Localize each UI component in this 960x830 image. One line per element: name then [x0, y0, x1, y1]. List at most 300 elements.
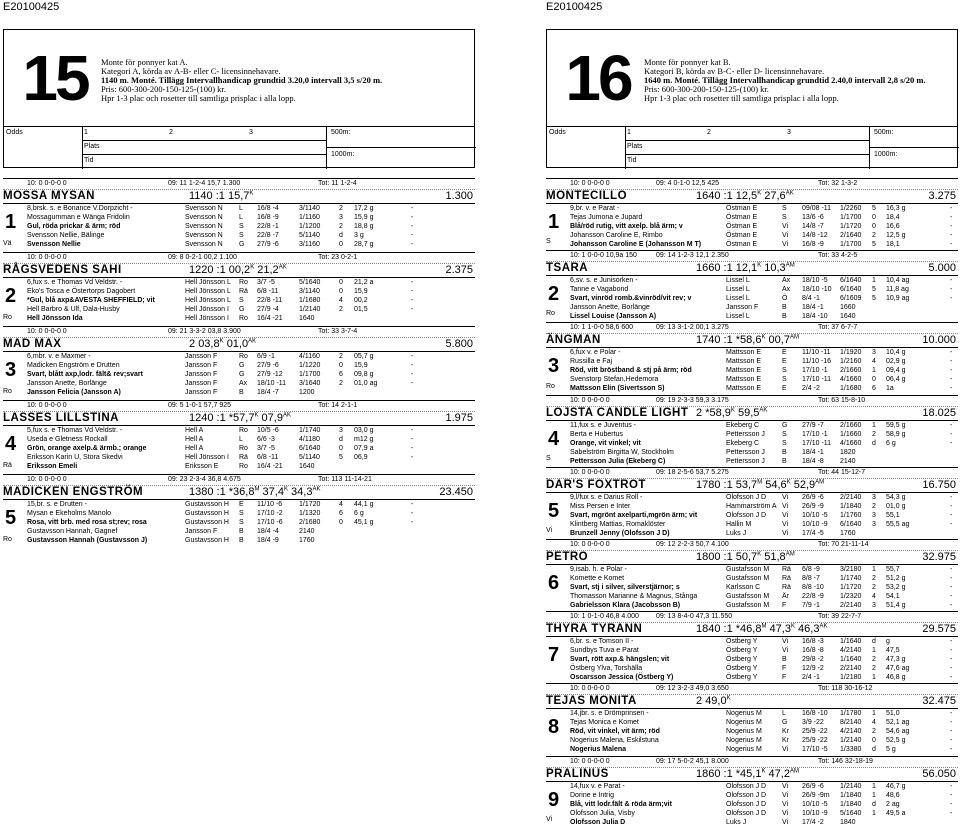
result-cell: 11/10 -11 [802, 349, 831, 357]
result-cell: Mattsson E [726, 367, 762, 375]
result-cell: 0 [339, 241, 343, 248]
result-cell: 58,9 g [886, 430, 906, 438]
result-cell: Vi [782, 647, 789, 655]
result-cell: 0 [339, 519, 343, 526]
result-cell: B [782, 313, 787, 321]
entry-divider [546, 250, 958, 251]
horse-info-1: Miss Persen e Inter [570, 502, 631, 510]
race-number: 15 [22, 42, 88, 114]
result-cell: Olofsson J D [726, 493, 767, 501]
horse-info-3: Svenstorp Stefan,Hedemora [570, 376, 659, 384]
result-cell: 47,6 ag [886, 665, 910, 673]
horse-info-2: Blå, vitt lodr.fält & röda ärm;vit [570, 800, 672, 808]
start-side: Vi [546, 526, 553, 534]
name-divider [546, 275, 958, 276]
result-cell: 1 [872, 791, 876, 799]
result-cell: 46,8 g [886, 674, 906, 682]
horse-stats-prev: 09: 12 2-2-3 50,7 4.100 [656, 541, 729, 548]
horse-entry [3, 252, 475, 326]
result-cell: m12 g [354, 436, 374, 443]
result-cell: 4/2140 [840, 647, 862, 655]
odds-2-type: AM [785, 262, 795, 269]
result-cell: 2 [872, 575, 876, 582]
odds-2-type: AK [785, 190, 794, 197]
result-cell: 2/4 -1 [802, 674, 820, 682]
horse-stats-current: 10: 0 0-0-0 0 [27, 476, 67, 483]
result-cell: 10/10 -5 [802, 511, 828, 519]
col-2: 2 [707, 129, 711, 136]
result-cell: - [950, 502, 953, 510]
odds-2-type: AM [789, 334, 799, 341]
result-cell: 07,9 a [354, 445, 374, 452]
result-cell: 09/08 -11 [802, 205, 832, 212]
result-cell: 18/10 -5 [802, 277, 828, 285]
horse-info-0: 14,jbr. s. e Drömprinsen - [570, 710, 649, 718]
result-cell: 12/9 -2 [802, 665, 824, 673]
result-cell: Vi [782, 223, 789, 230]
odds-1-type: M [761, 623, 767, 630]
result-cell: 1/1640 [840, 656, 862, 664]
result-cell: L [239, 436, 243, 443]
name-divider [546, 708, 958, 709]
result-cell: Hell A [185, 445, 204, 452]
horse-prize: 10.000 [922, 334, 956, 347]
result-cell: S [239, 223, 244, 230]
result-cell: - [950, 277, 953, 285]
odds-2-type: AK [248, 338, 257, 345]
col-1: 1 [84, 129, 88, 136]
horse-odds-1: 12,1 [735, 262, 758, 275]
result-cell: Vi [782, 809, 789, 817]
horse-entry [546, 322, 958, 394]
result-cell: Hell A [185, 436, 204, 443]
result-cell: 1 [872, 782, 876, 790]
result-cell: Ro [239, 463, 248, 470]
horse-odds-line [189, 486, 320, 498]
result-cell: - [950, 286, 953, 294]
result-cell: 3 [339, 427, 343, 434]
result-cell: 6/9 -1 [257, 353, 275, 360]
horse-entry [546, 683, 958, 755]
result-cell: Gustavsson H [185, 519, 229, 526]
horse-info-4: Johansson Caroline E (Johansson M T) [570, 241, 702, 248]
horse-distance: 1640 :1 [696, 190, 733, 202]
result-cell: 53,2 g [886, 584, 906, 591]
result-cell: 49,5 a [886, 809, 906, 817]
horse-entry [546, 250, 958, 322]
result-cell: Gustavsson H [185, 537, 229, 544]
horse-prize: 16.750 [922, 478, 956, 491]
result-cell: 45,1 g [354, 519, 374, 526]
result-cell: 2 [872, 584, 876, 591]
horse-info-1: Russilla e Faj [570, 358, 613, 366]
result-cell: 4 [872, 358, 876, 366]
horse-info-0: 9,isab. h. e Polar - [570, 566, 627, 573]
start-number: 3 [5, 359, 17, 381]
result-cell: 6 [339, 510, 343, 517]
horse-info-3: Olofsson Julia, Visby [570, 809, 635, 817]
result-cell: 2 [339, 353, 343, 360]
horse-stats-prev: 09: 23 2-3-4 36,8 4.675 [168, 476, 241, 483]
result-cell: - [950, 809, 953, 817]
odds-1-type: K [757, 190, 762, 197]
result-cell: L [239, 205, 243, 212]
horse-entry [546, 395, 958, 467]
m1000-label: 1000m: [874, 151, 898, 158]
horse-distance: 1380 :1 [189, 486, 226, 498]
result-cell: Hallin M [726, 520, 752, 528]
name-divider [3, 425, 475, 426]
result-cell: Östberg Y [726, 674, 758, 682]
horse-info-0: 5,fux s. e Thomas Vd Veldstr. - [27, 427, 123, 434]
horse-stats-current: 10: 0 0-0-0 0 [570, 757, 610, 765]
result-cell: 16/8 -3 [802, 638, 824, 646]
result-cell: 18/4 -1 [802, 448, 824, 456]
result-cell: S [239, 232, 244, 239]
horse-entry [546, 467, 958, 539]
result-cell: Hell Jönsson I [185, 454, 229, 461]
result-cell: 15,9 [354, 288, 368, 295]
horse-odds-2: 37,4 [262, 486, 284, 498]
result-cell: 09,4 g [886, 367, 906, 375]
odds-3-type: AK [312, 486, 321, 493]
result-cell: 4/1160 [299, 353, 320, 360]
result-cell: S [782, 367, 787, 375]
result-cell: Jansson F [185, 380, 218, 387]
horse-info-2: Svart, stj i silver, silverstjärnor; s [570, 584, 680, 591]
result-cell: G [239, 362, 245, 369]
horse-odds-line [189, 190, 253, 202]
result-cell: 18/4 -7 [257, 389, 279, 396]
result-cell: 2140 [840, 457, 856, 465]
result-cell: 0 [339, 279, 343, 286]
result-cell: Luks J [726, 818, 747, 826]
odds-2-type: K [283, 486, 288, 493]
result-cell: Jansson F [185, 353, 218, 360]
horse-odds-line [696, 407, 767, 419]
result-cell: Lissel L [726, 286, 750, 294]
horse-odds-line [189, 412, 291, 424]
horse-stats-total: Tot: 33 3-7-4 [318, 328, 358, 335]
horse-info-0: 14,fux v. e Parat - [570, 782, 625, 790]
horse-info-2: Svart, blått axp,lodr. fält& rev;svart [27, 371, 143, 378]
result-cell: Svensson N [185, 214, 223, 221]
m500-label: 500m: [331, 129, 351, 136]
entry-divider [546, 467, 958, 468]
result-cell: Rä [239, 288, 248, 295]
result-cell: 09,8 g [354, 371, 374, 378]
horse-entry [546, 611, 958, 683]
result-cell: 1/2160 [840, 358, 862, 366]
result-cell: Vi [782, 782, 789, 790]
horse-prize: 56.050 [922, 767, 956, 780]
result-cell: 6/1640 [840, 277, 862, 285]
horse-stats-current: 10: 0 0-0-0 0 [570, 541, 610, 548]
horse-stats-prev: 09: 14 1-2-3 12,1 2.350 [656, 252, 729, 260]
horse-stats-current: 10: 0 0-0-0 0 [570, 468, 610, 476]
horse-info-1: Mysan e Ekeholms Manolo [27, 510, 112, 517]
start-side: Rä [3, 462, 12, 469]
result-cell: 1640 [299, 463, 315, 470]
result-cell: Olofsson J D [726, 800, 767, 808]
horse-info-2: Orange, vit vinkel; vit [570, 439, 641, 447]
horse-odds-2: 51,8 [764, 551, 786, 563]
odds-1-type: M [254, 486, 260, 493]
result-cell: Ax [239, 380, 248, 387]
horse-prize: 32.475 [922, 695, 956, 708]
result-cell: 0 [339, 445, 343, 452]
result-cell: 18/10 -10 [802, 286, 832, 294]
result-cell: - [950, 575, 953, 582]
result-cell: G [239, 306, 245, 313]
result-cell: Olofsson J D [726, 809, 767, 817]
result-cell: 1/2140 [840, 782, 862, 790]
result-cell: - [411, 232, 414, 239]
result-cell: Ekeberg C [726, 439, 760, 447]
result-cell: 51,4 g [886, 602, 906, 609]
result-cell: Olofsson J D [726, 511, 767, 519]
result-cell: - [950, 295, 953, 303]
result-cell: - [950, 349, 953, 357]
result-cell: 7/9 -1 [802, 602, 820, 609]
result-cell: - [411, 353, 414, 360]
result-cell: Nogerius M [726, 746, 762, 754]
result-cell: Mattsson E [726, 358, 762, 366]
result-cell: 06,9 [354, 454, 368, 461]
result-cell: 4/1660 [840, 439, 862, 447]
result-cell: F [782, 602, 787, 609]
horse-info-1: Sundbys Tuva e Parat [570, 647, 639, 655]
race-title: Monte för ponnyer kat B. [644, 57, 731, 67]
horse-stats-current: 10: 1 0-0-0 10,9a 150 [570, 252, 637, 260]
result-cell: 1760 [299, 537, 315, 544]
tid-label: Tid [84, 157, 94, 164]
start-number: 2 [548, 283, 560, 306]
entry-divider [546, 683, 958, 684]
result-cell: 18/4 -10 [802, 313, 828, 321]
horse-entry [3, 178, 475, 252]
horse-name: LOJSTA CANDLE LIGHT [546, 406, 689, 419]
result-cell: 1/1680 [299, 297, 321, 304]
odds-1-type: K [219, 338, 224, 345]
horse-info-1: Tejas Monica e Komet [570, 719, 639, 727]
result-cell: Vi [782, 232, 789, 239]
horse-info-1: Berta e Hubertus [570, 430, 623, 438]
horse-info-1: Madicken Engström e Drutten [27, 362, 120, 369]
horse-distance: 1140 :1 [189, 190, 225, 202]
result-cell: Lissel L [726, 295, 750, 303]
entry-divider [546, 322, 958, 323]
result-cell: 27/9 -6 [257, 362, 279, 369]
result-cell: 47,3 g [886, 656, 906, 664]
start-number: 9 [548, 788, 560, 811]
result-cell: Hell Jönsson L [185, 288, 231, 295]
result-cell: 11,8 ag [886, 286, 909, 294]
result-cell: - [950, 782, 953, 790]
result-cell: Nogerius M [726, 719, 762, 727]
result-cell: 3/7 -5 [257, 445, 275, 452]
result-cell: - [950, 232, 953, 239]
result-cell: Vi [782, 529, 789, 537]
result-cell: 2 [339, 205, 343, 212]
result-cell: 1 [872, 277, 876, 285]
result-cell: 5/1640 [840, 809, 862, 817]
horse-info-3: Östberg Ylva, Torshälla [570, 665, 643, 673]
result-cell: - [950, 710, 953, 718]
result-cell: Svensson N [185, 241, 223, 248]
result-cell: 4 [339, 501, 343, 508]
result-cell: 2 [872, 656, 876, 664]
result-cell: 1/2140 [840, 737, 862, 745]
horse-odds-1: *45,1 [735, 767, 762, 780]
result-cell: 1/1160 [299, 214, 320, 221]
result-cell: 2/2140 [840, 665, 862, 673]
start-number: 6 [548, 572, 560, 594]
result-cell: Vi [782, 746, 789, 754]
result-cell: Mattsson E [726, 349, 762, 357]
result-cell: 0 [339, 288, 343, 295]
col-2: 2 [169, 129, 173, 136]
result-cell: - [950, 638, 953, 646]
horse-info-2: *Gul, blå axp&AVESTA SHEFFIELD; vit [27, 297, 155, 304]
horse-info-0: 6,fux s. e Thomas Vd Veldstr. - [27, 279, 123, 286]
horse-info-3: Johansson Caroline E, Rimbo [570, 232, 663, 239]
horse-odds-line [696, 551, 795, 563]
result-cell: 17/10 -6 [257, 519, 283, 526]
result-cell: 55,5 ag [886, 520, 910, 528]
horse-info-4: Mattsson Elin (Sivertsson S) [570, 385, 665, 393]
result-cell: 06,4 g [886, 376, 906, 384]
result-cell: Luks J [726, 529, 747, 537]
horse-name: MADICKEN ENGSTRÖM [3, 486, 144, 498]
horse-stats-prev: 09: 5 1-0-1 57,7 925 [168, 402, 232, 409]
result-cell: Östberg Y [726, 665, 758, 673]
result-cell: 46,7 g [886, 782, 906, 790]
result-cell: 59,5 g [886, 421, 906, 429]
result-cell: - [411, 214, 414, 221]
result-cell: Rä [782, 575, 791, 582]
result-cell: 1/1700 [840, 214, 862, 221]
odds-1-type: K [249, 190, 254, 197]
horse-stats-total: Tot: 63 15-8-10 [818, 396, 866, 404]
result-cell: Gustafsson M [726, 566, 770, 573]
result-cell: Mattsson E [726, 385, 762, 393]
horse-entry [546, 756, 958, 828]
result-cell: 2/1680 [299, 519, 321, 526]
result-cell: S [239, 297, 244, 304]
result-cell: 5 [339, 454, 343, 461]
result-cell: 2 [872, 430, 876, 438]
odds-2-type: K [786, 479, 791, 486]
result-cell: E [782, 349, 787, 357]
result-cell: 6/8 -11 [257, 288, 279, 295]
name-divider [546, 564, 958, 565]
result-cell: E [782, 385, 787, 393]
result-cell: - [950, 385, 953, 393]
race-description [101, 58, 382, 103]
odds-3-type: AM [815, 479, 825, 486]
result-cell: Ro [239, 427, 248, 434]
result-cell: - [411, 436, 414, 443]
horse-stats-prev: 09: 17 5-0-2 45,1 8.000 [656, 757, 729, 765]
result-cell: - [411, 371, 414, 378]
result-cell: 0 [872, 737, 876, 745]
horse-stats-total: Tot: 11 1-2-4 [318, 180, 357, 187]
entry-divider [546, 178, 958, 179]
result-cell: - [411, 205, 414, 212]
col-3: 3 [787, 129, 791, 136]
result-cell: 1200 [299, 389, 315, 396]
result-cell: Svensson N [185, 223, 223, 230]
result-cell: 0 [872, 223, 876, 230]
result-cell: Ax [782, 277, 791, 285]
horse-stats-current: 10: 0 0-0-0 0 [570, 180, 610, 187]
result-cell: 2/4 -2 [802, 385, 820, 393]
odds-2-type: AM [789, 767, 799, 774]
horse-prize: 23.450 [439, 486, 473, 498]
horse-stats-current: 10: 0 0-0-0 0 [27, 180, 67, 187]
result-cell: 55,1 [886, 511, 900, 519]
result-cell: 16/8 -4 [257, 205, 279, 212]
race-description [644, 58, 926, 103]
result-cell: Östberg Y [726, 656, 758, 664]
result-cell: 1640 [840, 313, 856, 321]
horse-odds-2: 47,2 [768, 767, 790, 780]
horse-info-2: Svart, rött axp.& hängslen; vit [570, 656, 670, 664]
race-category: Kategori A, körda av A-B- eller C- licensinnehavare. [101, 66, 281, 76]
result-cell: 29/8 -2 [802, 656, 824, 664]
result-cell: 5/1140 [299, 454, 320, 461]
result-cell: Ro [239, 279, 248, 286]
horse-stats-total: Tot: 23 0-2-1 [318, 254, 358, 261]
start-number: 7 [548, 644, 560, 667]
m1000-label: 1000m: [331, 151, 355, 158]
result-cell: 2/2140 [840, 602, 862, 609]
result-cell: 26/9 -9m [802, 791, 830, 799]
odds-2-type: AK [278, 264, 287, 271]
horse-info-0: 8,brsk. s. e Bonance V.Dorpzicht - [27, 205, 133, 212]
race-number: 16 [565, 42, 631, 114]
result-cell: 17/10 -2 [257, 510, 283, 517]
result-cell: F [782, 674, 787, 682]
horse-odds-2: 07,9 [261, 412, 283, 424]
result-cell: 51,0 [886, 710, 900, 718]
horse-prize: 29.575 [922, 623, 956, 636]
horse-info-1: Dorine e Intrig [570, 791, 614, 799]
result-cell: 1/1220 [299, 362, 321, 369]
result-cell: 1760 [840, 529, 856, 537]
horse-stats-current: 10: 1 1-0-0 58,6 600 [570, 324, 634, 332]
horse-stats-prev: 09: 18 2-5-6 53,7 5.275 [656, 468, 729, 476]
result-cell: 10/5 -6 [257, 427, 279, 434]
result-cell: - [411, 288, 414, 295]
horse-odds-2: 27,6 [764, 190, 786, 202]
result-cell: 1/1720 [299, 501, 321, 508]
result-cell: Pettersson J [726, 457, 765, 465]
result-cell: 1/1640 [840, 638, 862, 646]
horse-stats-current: 10: 0 0-0-0 0 [570, 685, 610, 693]
start-number: 5 [548, 499, 560, 522]
result-cell: - [950, 205, 953, 212]
result-cell: Hammarström A [726, 502, 777, 510]
result-cell: - [950, 584, 953, 591]
result-cell: 22/8 -1 [257, 223, 279, 230]
odds-1-type: K [757, 262, 762, 269]
horse-info-4: Jansson Felicia (Jansson A) [27, 389, 121, 396]
result-cell: 1840 [840, 818, 856, 826]
horse-name: TSARA [546, 262, 589, 275]
horse-stats-prev: 09: 4 0-1-0 12,5 425 [656, 180, 720, 187]
